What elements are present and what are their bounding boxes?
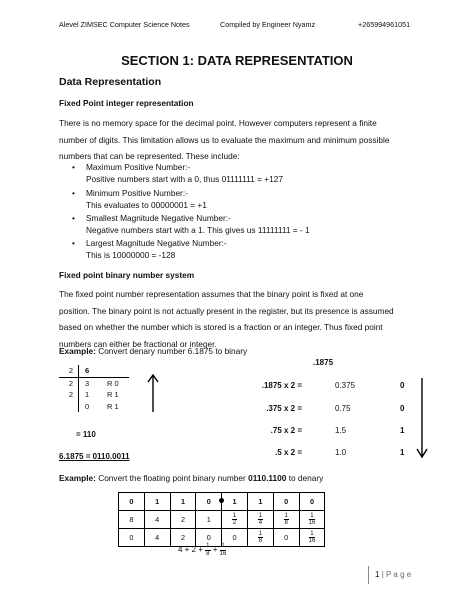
division-row xyxy=(59,377,129,389)
final-result: 6.1875 = 0110.0011 xyxy=(59,452,130,461)
page-footer xyxy=(375,570,411,579)
fraction xyxy=(220,543,227,557)
intro-line: number of digits. This limitation allows us to evaluate the maximum and minimum possible xyxy=(59,134,390,145)
paragraph-line: numbers can either be fractional or integer. xyxy=(59,338,217,349)
fraction xyxy=(309,513,316,527)
bit-value: 0 xyxy=(206,497,211,506)
bit-cell xyxy=(196,493,222,511)
binary-conversion-table xyxy=(118,492,325,547)
product-cell: 2 xyxy=(170,529,196,547)
denominator: 2 xyxy=(232,520,237,526)
place-value-cell xyxy=(222,511,248,529)
example2-line xyxy=(59,470,323,487)
paragraph-line: position. The binary point is not actually present in the register, but its presence is assumed xyxy=(59,305,394,316)
section-heading: Data Representation xyxy=(59,76,162,88)
denominator: 16 xyxy=(308,538,316,544)
bullet-detail: This evaluates to 00000001 = +1 xyxy=(86,200,207,210)
fixed-point-int-heading: Fixed Point integer representation xyxy=(59,98,194,108)
integer-result: = 110 xyxy=(76,430,96,439)
page-title: SECTION 1: DATA REPRESENTATION xyxy=(121,53,353,68)
header-center: Compiled by Engineer Nyamz xyxy=(220,20,316,29)
bit-cell: 1 xyxy=(170,493,196,511)
numerator: 1 xyxy=(232,512,237,519)
page-number: 1 xyxy=(375,570,380,579)
intro-line: numbers that can be represented. These include: xyxy=(59,151,240,161)
example-text-end: to denary xyxy=(286,473,324,483)
product-cell xyxy=(247,529,273,547)
place-values-row xyxy=(119,511,325,529)
divisor-cell: 2 xyxy=(59,377,79,389)
fraction xyxy=(205,543,210,557)
mult-result: 1.5 xyxy=(335,426,347,435)
bit-cell: 1 xyxy=(247,493,273,511)
binary-number: 0110.1100 xyxy=(248,473,287,483)
mult-result: 0.375 xyxy=(335,381,356,390)
intro-paragraph xyxy=(59,115,389,165)
remainder-cell: R 0 xyxy=(107,378,119,388)
numerator: 1 xyxy=(258,530,263,537)
place-value-cell: 8 xyxy=(119,511,145,529)
quotient-cell: 0 xyxy=(85,401,90,411)
mult-expr: .375 x 2 = xyxy=(266,404,302,413)
example-text: Convert denary number 6.1875 to binary xyxy=(95,346,248,356)
fraction xyxy=(232,513,237,527)
numerator: 1 xyxy=(310,530,314,537)
denominator: 4 xyxy=(258,520,263,526)
place-value-cell: 2 xyxy=(170,511,196,529)
denominator: 8 xyxy=(258,538,263,544)
sum-int: 4 + 2 + xyxy=(178,545,203,555)
bullet-title: Minimum Positive Number:- xyxy=(86,188,188,198)
footer-divider xyxy=(368,566,369,584)
fraction xyxy=(258,513,263,527)
place-value-cell xyxy=(273,511,299,529)
page-label: | P a g e xyxy=(381,570,412,579)
denominator: 8 xyxy=(284,520,288,526)
up-arrow-icon xyxy=(146,372,160,412)
remainder-cell: R 1 xyxy=(107,390,119,400)
place-value-cell xyxy=(299,511,325,529)
fraction-start: .1875 xyxy=(313,358,334,367)
bit-cell: 1 xyxy=(222,493,248,511)
product-cell: 0 xyxy=(273,529,299,547)
remainder-cell xyxy=(101,365,129,377)
bullet-title: Maximum Positive Number:- xyxy=(86,162,191,172)
down-arrow-icon xyxy=(415,378,429,460)
bullet-title: Smallest Magnitude Negative Number:- xyxy=(86,213,231,223)
mult-expr: .75 x 2 = xyxy=(270,426,302,435)
divisor-cell: 2 xyxy=(59,365,79,377)
denominator: 16 xyxy=(308,520,316,526)
numerator: 1 xyxy=(206,543,210,549)
bit-cell: 0 xyxy=(299,493,325,511)
bit-cell: 0 xyxy=(119,493,145,511)
remainder-cell: R 1 xyxy=(107,401,119,411)
bullet-detail: Positive numbers start with a 0, thus 01111111 = +127 xyxy=(86,174,283,184)
bit-cell: 1 xyxy=(144,493,170,511)
product-cell: 0 xyxy=(196,529,222,547)
fraction xyxy=(258,531,263,545)
quotient-cell: 6 xyxy=(79,365,102,377)
example1-line xyxy=(59,343,247,360)
division-row xyxy=(59,401,129,413)
mult-bit: 0 xyxy=(400,404,405,413)
divisor-cell: 2 xyxy=(59,389,79,401)
denominator: 8 xyxy=(206,550,210,557)
mult-bit: 1 xyxy=(400,426,405,435)
sum-expression: 4 + 2 + $\frac{1}{8}$ + $\frac{1}{16}$ xyxy=(178,543,227,557)
header-left: Alevel ZIMSEC Computer Science Notes xyxy=(59,20,190,29)
denominator: 16 xyxy=(219,550,227,557)
bullet-title: Largest Magnitude Negative Number:- xyxy=(86,238,227,248)
paragraph-line: based on whether the number which is stored is a fraction or an integer. Thus fixed point xyxy=(59,322,383,332)
fixed-point-bin-heading: Fixed point binary number system xyxy=(59,270,195,280)
bits-row xyxy=(119,493,325,511)
fraction xyxy=(309,531,316,545)
mult-expr: .5 x 2 = xyxy=(275,448,302,457)
fraction xyxy=(284,513,289,527)
divisor-cell xyxy=(59,401,79,413)
bit-cell: 0 xyxy=(273,493,299,511)
bullet-detail: This is 10000000 = -128 xyxy=(86,250,176,260)
example-label: Example: xyxy=(59,473,96,483)
intro-line: There is no memory space for the decimal point. However computers represent a finite xyxy=(59,118,377,128)
product-cell: 0 xyxy=(119,529,145,547)
mult-result: 1.0 xyxy=(335,448,347,457)
mult-bit: 0 xyxy=(400,381,405,390)
product-cell xyxy=(299,529,325,547)
division-row xyxy=(59,389,129,401)
bullet-detail: Negative numbers start with a 1. This gives us 11111111 = - 1 xyxy=(86,225,310,235)
quotient-cell: 1 xyxy=(85,390,90,400)
place-value-cell xyxy=(247,511,273,529)
mult-bit: 1 xyxy=(400,448,405,457)
mult-result: 0.75 xyxy=(335,404,351,413)
place-value-cell: 1 xyxy=(196,511,222,529)
product-cell: 4 xyxy=(144,529,170,547)
quotient-cell: 3 xyxy=(85,378,90,388)
mult-expr: .1875 x 2 = xyxy=(261,381,302,390)
division-table xyxy=(59,365,129,412)
header-right: +265994961051 xyxy=(358,20,411,29)
numerator: 1 xyxy=(310,512,314,519)
numerator: 1 xyxy=(284,512,288,519)
paragraph-line: The fixed point number representation assumes that the binary point is fixed at one xyxy=(59,289,364,299)
numerator: 1 xyxy=(221,543,225,549)
numerator: 1 xyxy=(258,512,263,519)
example-text: Convert the floating point binary number xyxy=(95,473,249,483)
division-row xyxy=(59,365,129,377)
product-cell: 0 xyxy=(222,529,248,547)
example-label: Example: xyxy=(59,346,96,356)
place-value-cell: 4 xyxy=(144,511,170,529)
